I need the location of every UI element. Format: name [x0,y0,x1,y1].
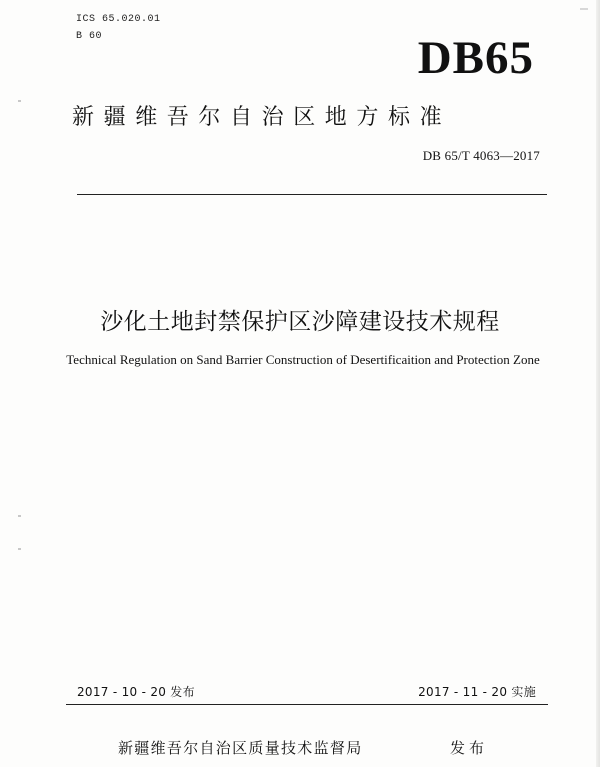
standard-organization: 新疆维吾尔自治区地方标准 [72,105,452,130]
scan-artifact [580,8,588,10]
scan-edge [596,0,600,767]
implementation-date: 2017 - 11 - 20 实施 [418,685,536,699]
header-divider [77,194,547,195]
standard-number: DB 65/T 4063—2017 [422,148,540,163]
issue-label: 发布 [450,739,489,757]
footer-divider [66,704,548,705]
scan-artifact [18,548,21,550]
issuing-authority: 新疆维吾尔自治区质量技术监督局 [118,739,363,757]
ics-code: ICS 65.020.01 [76,14,161,25]
ccs-code: B 60 [76,31,103,42]
scan-artifact [18,100,21,102]
document-title-english: Technical Regulation on Sand Barrier Construction of Desertificaition and Protection Zone [66,352,540,367]
issue-date: 2017 - 10 - 20 发布 [77,685,195,699]
scan-artifact [18,515,21,517]
document-title-chinese: 沙化土地封禁保护区沙障建设技术规程 [100,309,500,335]
standard-code: DB65 [417,32,534,84]
